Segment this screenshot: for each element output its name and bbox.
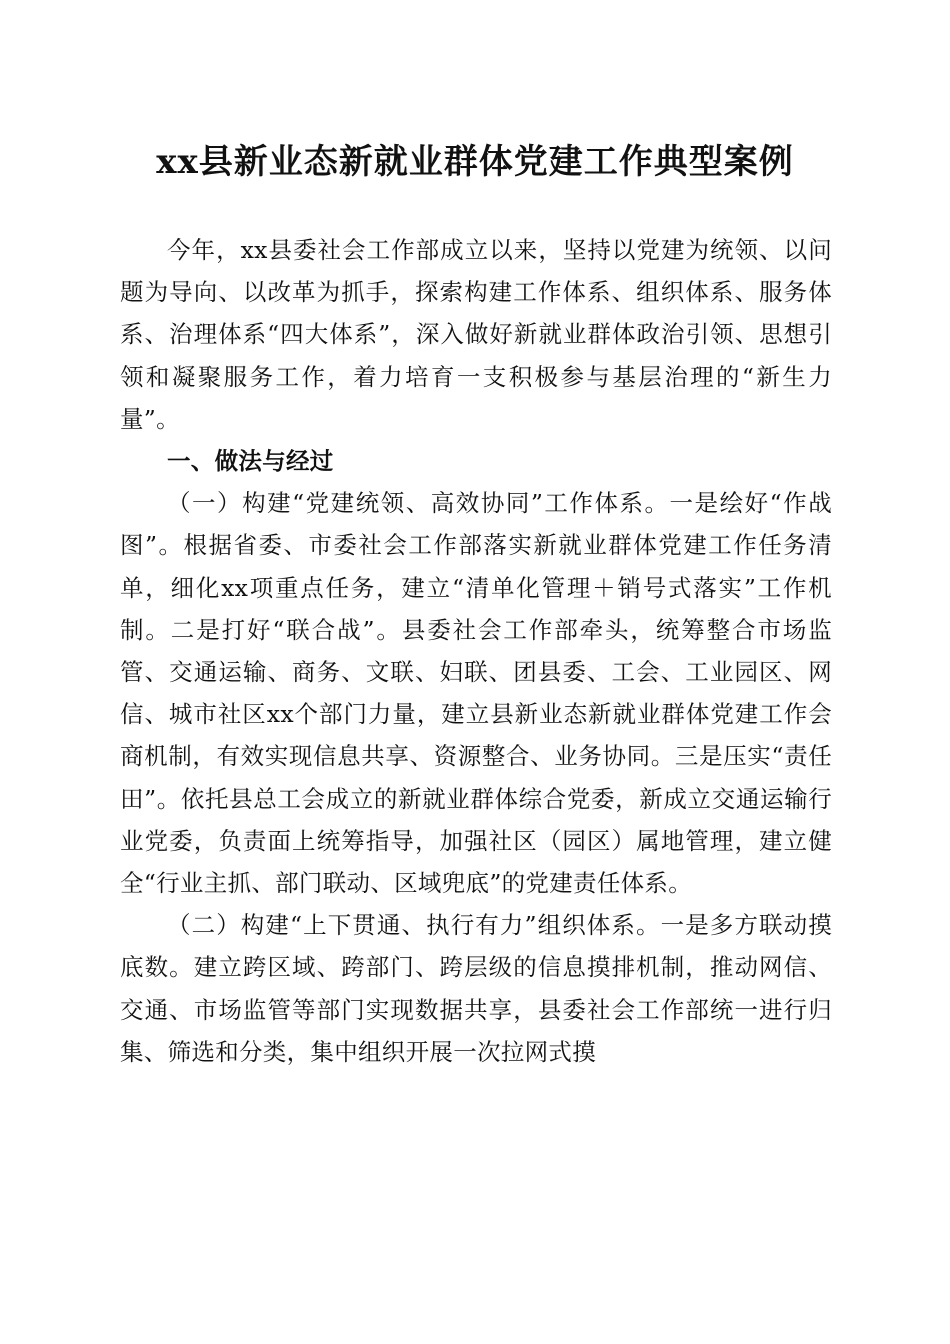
subsection-paragraph-2: （二）构建“上下贯通、执行有力”组织体系。一是多方联动摸底数。建立跨区域、跨部门、跨层级的信息摸排机制，推动网信、交通、市场监管等部门实现数据共享，县委社会工作部统一进行归集、筛选和分类，集中组织开展一次拉网式摸	[120, 911, 832, 1066]
intro-paragraph: 今年，xx县委社会工作部成立以来，坚持以党建为统领、以问题为导向、以改革为抓手，探索构建工作体系、组织体系、服务体系、治理体系“四大体系”，深入做好新就业群体政治引领、思想引领和凝聚服务工作，着力培育一支积极参与基层治理的“新生力量”。	[120, 236, 832, 433]
section-heading: 一、做法与经过	[167, 447, 334, 476]
document-title: xx县新业态新就业群体党建工作典型案例	[156, 142, 794, 182]
subsection-paragraph-1: （一）构建“党建统领、高效协同”工作体系。一是绘好“作战图”。根据省委、市委社会工作部落实新就业群体党建工作任务清单，细化xx项重点任务，建立“清单化管理＋销号式落实”工作机制。二是打好“联合战”。县委社会工作部牵头，统筹整合市场监管、交通运输、商务、文联、妇联、团县委、工会、工业园区、网信、城市社区xx个部门力量，建立县新业态新就业群体党建工作会商机制，有效实现信息共享、资源整合、业务协同。三是压实“责任田”。依托县总工会成立的新就业群体综合党委，新成立交通运输行业党委，负责面上统筹指导，加强社区（园区）属地管理，建立健全“行业主抓、部门联动、区域兜底”的党建责任体系。	[120, 489, 832, 898]
document-body	[120, 229, 832, 1073]
